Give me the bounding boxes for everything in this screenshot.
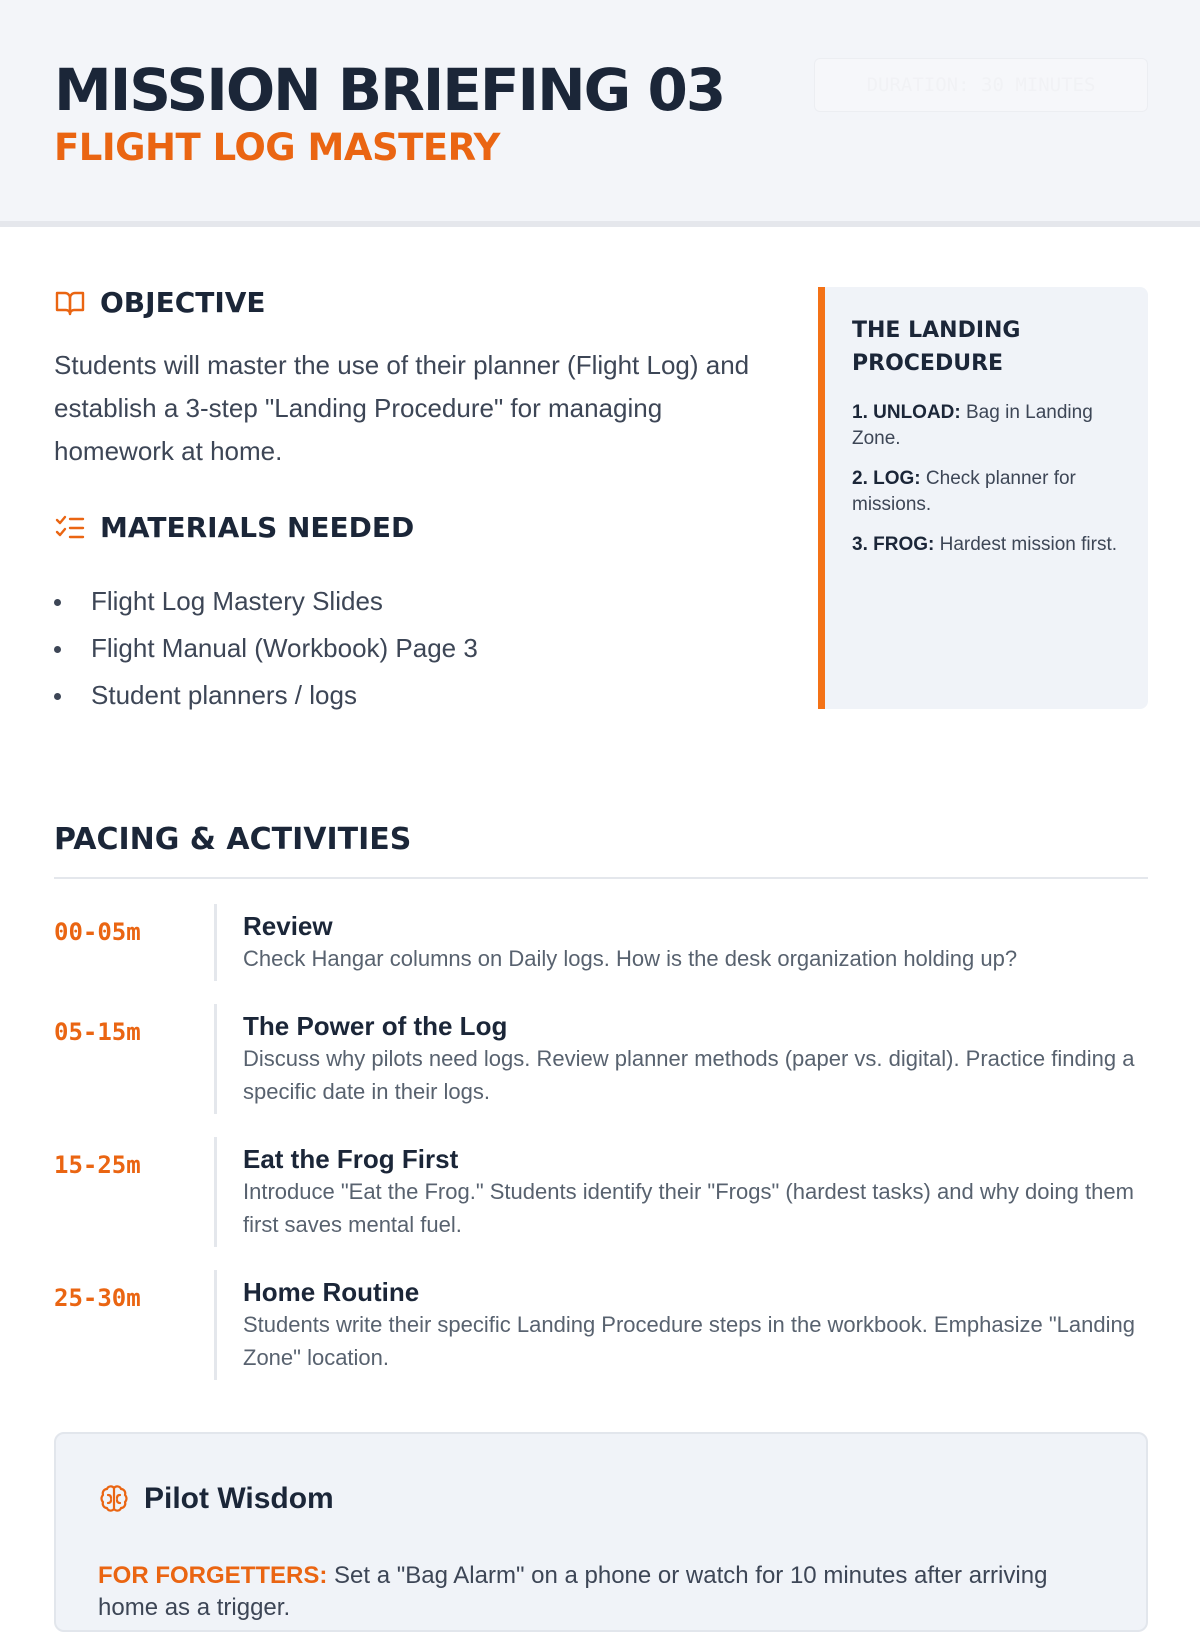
- list-item: Flight Manual (Workbook) Page 3: [54, 625, 478, 672]
- activity-content: [214, 1270, 1148, 1380]
- list-item: Flight Log Mastery Slides: [54, 578, 478, 625]
- divider: [54, 877, 1148, 879]
- checklist-icon: [54, 512, 86, 544]
- procedure-step-text: Bag in Landing Zone.: [852, 402, 1093, 449]
- objective-text: Students will master the use of their planner (Flight Log) and establish a 3-step "Landing Procedure" for managing homework at home.: [54, 350, 750, 466]
- pilot-wisdom-heading-label: Pilot Wisdom: [144, 1482, 334, 1515]
- procedure-step: [852, 400, 1124, 452]
- materials-heading: [54, 511, 414, 544]
- materials-heading-label: MATERIALS NEEDED: [100, 511, 415, 544]
- landing-procedure-panel: [818, 287, 1148, 709]
- activity-time: 05-15m: [54, 1018, 141, 1046]
- activity-name: Review: [243, 911, 333, 941]
- activity-time: 25-30m: [54, 1284, 141, 1312]
- activity-desc: Students write their specific Landing Procedure steps in the workbook. Emphasize "Landing Zone" location.: [243, 1312, 1135, 1370]
- wisdom-body: Set a "Bag Alarm" on a phone or watch for 10 minutes after arriving home as a trigger.: [98, 1562, 1048, 1621]
- activity-name: Home Routine: [243, 1277, 420, 1307]
- objective-heading: [54, 286, 266, 319]
- procedure-step-text: Hardest mission first.: [934, 534, 1117, 555]
- activity-time: 00-05m: [54, 918, 141, 946]
- landing-procedure-title: THE LANDING PROCEDURE: [852, 318, 1021, 376]
- page-title: MISSION BRIEFING 03: [54, 56, 725, 124]
- procedure-step-label: 2. LOG:: [852, 468, 921, 489]
- wisdom-tag: FOR FORGETTERS:: [98, 1562, 328, 1589]
- pilot-wisdom-panel: [54, 1432, 1148, 1632]
- page-subtitle: FLIGHT LOG MASTERY: [54, 126, 500, 169]
- activity-name: Eat the Frog First: [243, 1144, 459, 1174]
- activity-desc: Check Hangar columns on Daily logs. How is the desk organization holding up?: [243, 946, 1018, 971]
- activity-content: [214, 1137, 1148, 1247]
- duration-badge: DURATION: 30 MINUTES: [814, 58, 1148, 112]
- pacing-heading: PACING & ACTIVITIES: [54, 822, 412, 857]
- objective-heading-label: OBJECTIVE: [100, 286, 266, 319]
- activity-content: [214, 904, 1148, 981]
- activity-desc: Discuss why pilots need logs. Review planner methods (paper vs. digital). Practice finding a specific date in their logs.: [243, 1046, 1135, 1104]
- activity-desc: Introduce "Eat the Frog." Students identify their "Frogs" (hardest tasks) and why doing them first saves mental fuel.: [243, 1179, 1134, 1237]
- materials-list: [54, 578, 478, 719]
- activity-name: The Power of the Log: [243, 1011, 508, 1041]
- procedure-step-text: Check planner for missions.: [852, 468, 1076, 515]
- procedure-step: [852, 532, 1124, 558]
- procedure-step: [852, 466, 1124, 518]
- pilot-wisdom-heading: [98, 1482, 334, 1516]
- activity-content: [214, 1004, 1148, 1114]
- brain-icon: [98, 1483, 130, 1515]
- activity-time: 15-25m: [54, 1151, 141, 1179]
- pilot-wisdom-text: [98, 1560, 1108, 1624]
- procedure-step-label: 1. UNLOAD:: [852, 402, 961, 423]
- list-item: Student planners / logs: [54, 672, 478, 719]
- book-open-icon: [54, 287, 86, 319]
- page-header: [0, 0, 1200, 227]
- procedure-step-label: 3. FROG:: [852, 534, 935, 555]
